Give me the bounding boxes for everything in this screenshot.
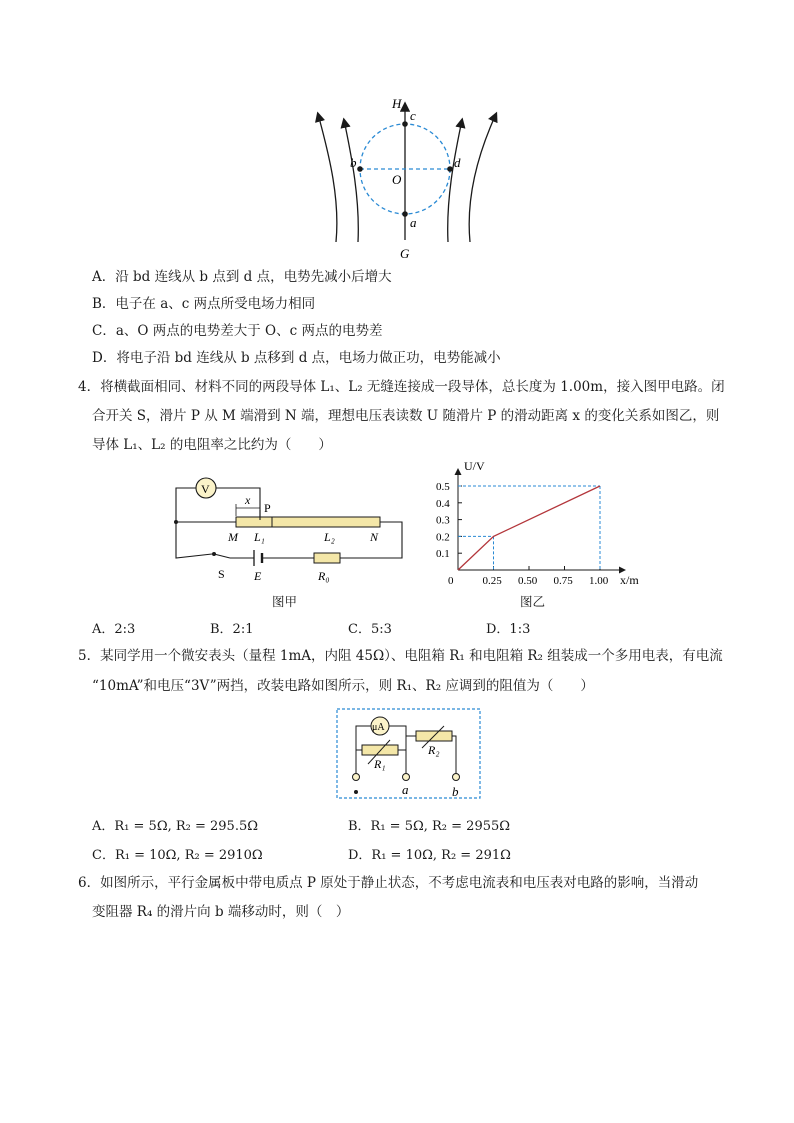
label-h: H (392, 96, 402, 111)
x-tick-label: 1.00 (589, 575, 609, 587)
label-b: b (350, 155, 357, 170)
q6-stem-line-1: 6．如图所示，平行金属板中带电质点 P 原处于静止状态，不考虑电流表和电压表对电路的影响，当滑动 (78, 875, 699, 891)
wire (176, 488, 196, 522)
y-tick-label: 0.1 (436, 548, 450, 561)
field-line-figure (300, 90, 510, 262)
microammeter-label: μA (372, 722, 385, 733)
q3-option-c: C．a、O 两点的电势差大于 O、c 两点的电势差 (92, 323, 383, 339)
q4-option-d: D．1:3 (486, 622, 531, 637)
q3-option-b: B．电子在 a、c 两点所受电场力相同 (92, 296, 316, 312)
label-x: x (245, 493, 251, 507)
x-tick-label: 0.75 (553, 575, 573, 587)
q5-option-d: D．R₁ = 10Ω, R₂ = 291Ω (348, 848, 511, 863)
label-o: O (392, 172, 402, 187)
label-l2: L₂ (324, 530, 335, 544)
x-axis-label: x/m (620, 573, 639, 587)
u-x-chart (420, 460, 650, 592)
q4-option-b: B．2:1 (210, 622, 254, 637)
y-tick-label: 0.4 (436, 497, 450, 510)
resistor-r1 (362, 745, 398, 755)
point-d (447, 166, 453, 172)
field-line (344, 120, 358, 242)
x-tick-label: 0.50 (518, 575, 538, 587)
label-r2: R₂ (428, 743, 440, 757)
label-s: S (218, 567, 225, 581)
switch-s (214, 554, 230, 558)
label-r1: R₁ (374, 757, 386, 771)
figure-b-caption: 图乙 (520, 594, 546, 609)
q5-stem-line-2: “10mA”和电压“3V”两挡，改装电路如图所示，则 R₁、R₂ 应调到的阻值为（ ） (92, 678, 594, 694)
y-tick-label: 0.3 (436, 514, 450, 527)
y-axis-label: U/V (464, 460, 485, 473)
junction-dot (174, 520, 178, 524)
label-a: a (402, 782, 409, 797)
wire (216, 488, 260, 520)
wire (176, 522, 212, 558)
wire (452, 736, 456, 774)
point-c (402, 121, 408, 127)
label-a: a (410, 215, 417, 230)
terminal-common (353, 774, 360, 781)
series-line (458, 486, 600, 570)
field-line (448, 120, 462, 242)
label-p: P (264, 501, 271, 515)
q4-stem-line-3: 导体 L₁、L₂ 的电阻率之比约为（ ） (92, 437, 332, 453)
resistor-r0 (314, 553, 340, 563)
dashed-frame (337, 709, 480, 798)
terminal-b (453, 774, 460, 781)
y-tick-label: 0.5 (436, 481, 450, 493)
circuit-figure-a (168, 474, 408, 586)
label-d: d (454, 155, 461, 170)
q5-option-b: B．R₁ = 5Ω, R₂ = 2955Ω (348, 819, 511, 834)
label-m: M (228, 530, 238, 544)
label-l1: L₁ (254, 530, 265, 544)
label-r0: R₀ (318, 569, 330, 583)
origin-label: 0 (448, 575, 454, 587)
q4-stem-line-2: 合开关 S，滑片 P 从 M 端滑到 N 端，理想电压表读数 U 随滑片 P 的滑动距离 x 的变化关系如图乙，则 (92, 408, 720, 424)
label-n: N (370, 530, 379, 544)
q4-option-c: C．5:3 (348, 622, 392, 637)
field-line (318, 114, 337, 242)
label-g: G (400, 246, 410, 261)
voltmeter-label: V (201, 482, 210, 496)
point-a (402, 211, 408, 217)
conductor-l1 (236, 517, 272, 527)
q3-option-d: D．将电子沿 bd 连线从 b 点移到 d 点，电场力做正功，电势能减小 (92, 350, 501, 366)
q3-option-a: A．沿 bd 连线从 b 点到 d 点，电势先减小后增大 (92, 269, 392, 285)
q4-option-a: A．2:3 (92, 622, 136, 637)
terminal-a (403, 774, 410, 781)
y-tick-label: 0.2 (436, 531, 450, 544)
multimeter-circuit-figure (336, 708, 482, 800)
label-e: E (254, 569, 262, 583)
terminal-dot (354, 790, 358, 794)
q5-option-a: A．R₁ = 5Ω, R₂ = 295.5Ω (92, 819, 259, 834)
point-b (357, 166, 363, 172)
q4-stem-line-1: 4．将横截面相同、材料不同的两段导体 L₁、L₂ 无缝连接成一段导体，总长度为 1.00m，接入图甲电路。闭 (78, 379, 725, 395)
label-b: b (452, 784, 459, 799)
field-line (469, 114, 496, 242)
q5-stem-line-1: 5．某同学用一个微安表头（量程 1mA，内阻 45Ω）、电阻箱 R₁ 和电阻箱 R₂ 组装成一个多用电表，有电流 (78, 648, 723, 664)
conductor-l2 (272, 517, 380, 527)
q5-option-c: C．R₁ = 10Ω, R₂ = 2910Ω (92, 848, 263, 863)
figure-a-caption: 图甲 (272, 594, 298, 609)
x-tick-label: 0.25 (482, 575, 502, 587)
label-c: c (410, 108, 416, 123)
q6-stem-line-2: 变阻器 R₄ 的滑片向 b 端移动时，则（ ） (92, 904, 350, 920)
